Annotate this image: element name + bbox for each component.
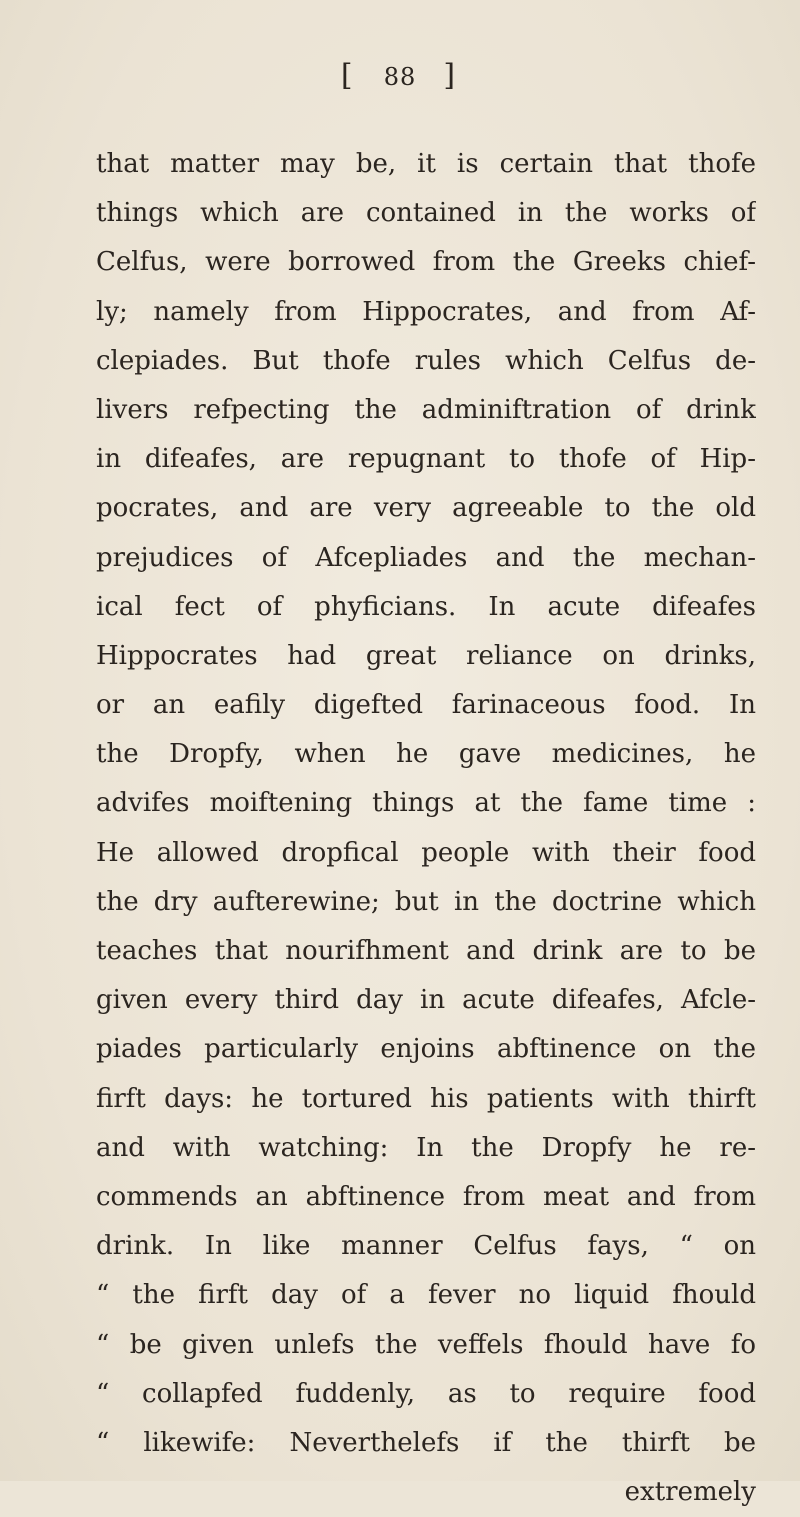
text-line: “ likewife: Neverthelefs if the thirft be [96, 1427, 756, 1458]
page-number: 88 [383, 63, 417, 91]
text-line: “ the firft day of a fever no liquid fhould [96, 1280, 756, 1311]
text-line: clepiades. But thofe rules which Celfus de- [96, 345, 756, 376]
text-line: and with watching: In the Dropfy he re- [96, 1132, 756, 1163]
text-line: the Dropfy, when he gave medicines, he [96, 739, 756, 770]
text-line: Celfus, were borrowed from the Greeks chief- [96, 247, 756, 278]
text-line: in difeafes, are repugnant to thofe of Hip- [96, 444, 756, 475]
text-line: commends an abftinence from meat and from [96, 1181, 756, 1212]
text-line: ical fect of phyficians. In acute difeafes [96, 591, 756, 622]
text-line: “ be given unlefs the veffels fhould have fo [96, 1329, 756, 1360]
text-line: Hippocrates had great reliance on drinks, [96, 640, 756, 671]
page-header [0, 58, 800, 93]
text-line: piades particularly enjoins abftinence on the [96, 1034, 756, 1065]
text-line: or an eafily digefted farinaceous food. In [96, 690, 756, 721]
text-line: “ collapfed fuddenly, as to require food [96, 1378, 756, 1409]
text-line: He allowed dropfical people with their food [96, 837, 756, 868]
body-text [96, 140, 756, 1517]
catchword: extremely [624, 1477, 756, 1508]
text-line: pocrates, and are very agreeable to the old [96, 493, 756, 524]
text-line: that matter may be, it is certain that thofe [96, 149, 756, 179]
header-bracket-close: ] [443, 58, 460, 93]
text-line: prejudices of Afcepliades and the mechan- [96, 542, 756, 573]
text-line: given every third day in acute difeafes, Afcle- [96, 985, 756, 1016]
text-line: livers refpecting the adminiftration of drink [96, 394, 756, 425]
text-line: the dry aufterewine; but in the doctrine which [96, 886, 756, 917]
text-line: teaches that nourifhment and drink are to be [96, 936, 756, 966]
text-line: ly; namely from Hippocrates, and from Af- [96, 296, 756, 327]
text-line: advifes moiftening things at the fame time : [96, 788, 756, 819]
header-bracket-open: [ [340, 58, 357, 93]
text-line: firft days: he tortured his patients with thirft [96, 1083, 756, 1114]
text-line: drink. In like manner Celfus fays, “ on [96, 1231, 756, 1262]
text-line: things which are contained in the works of [96, 198, 756, 229]
